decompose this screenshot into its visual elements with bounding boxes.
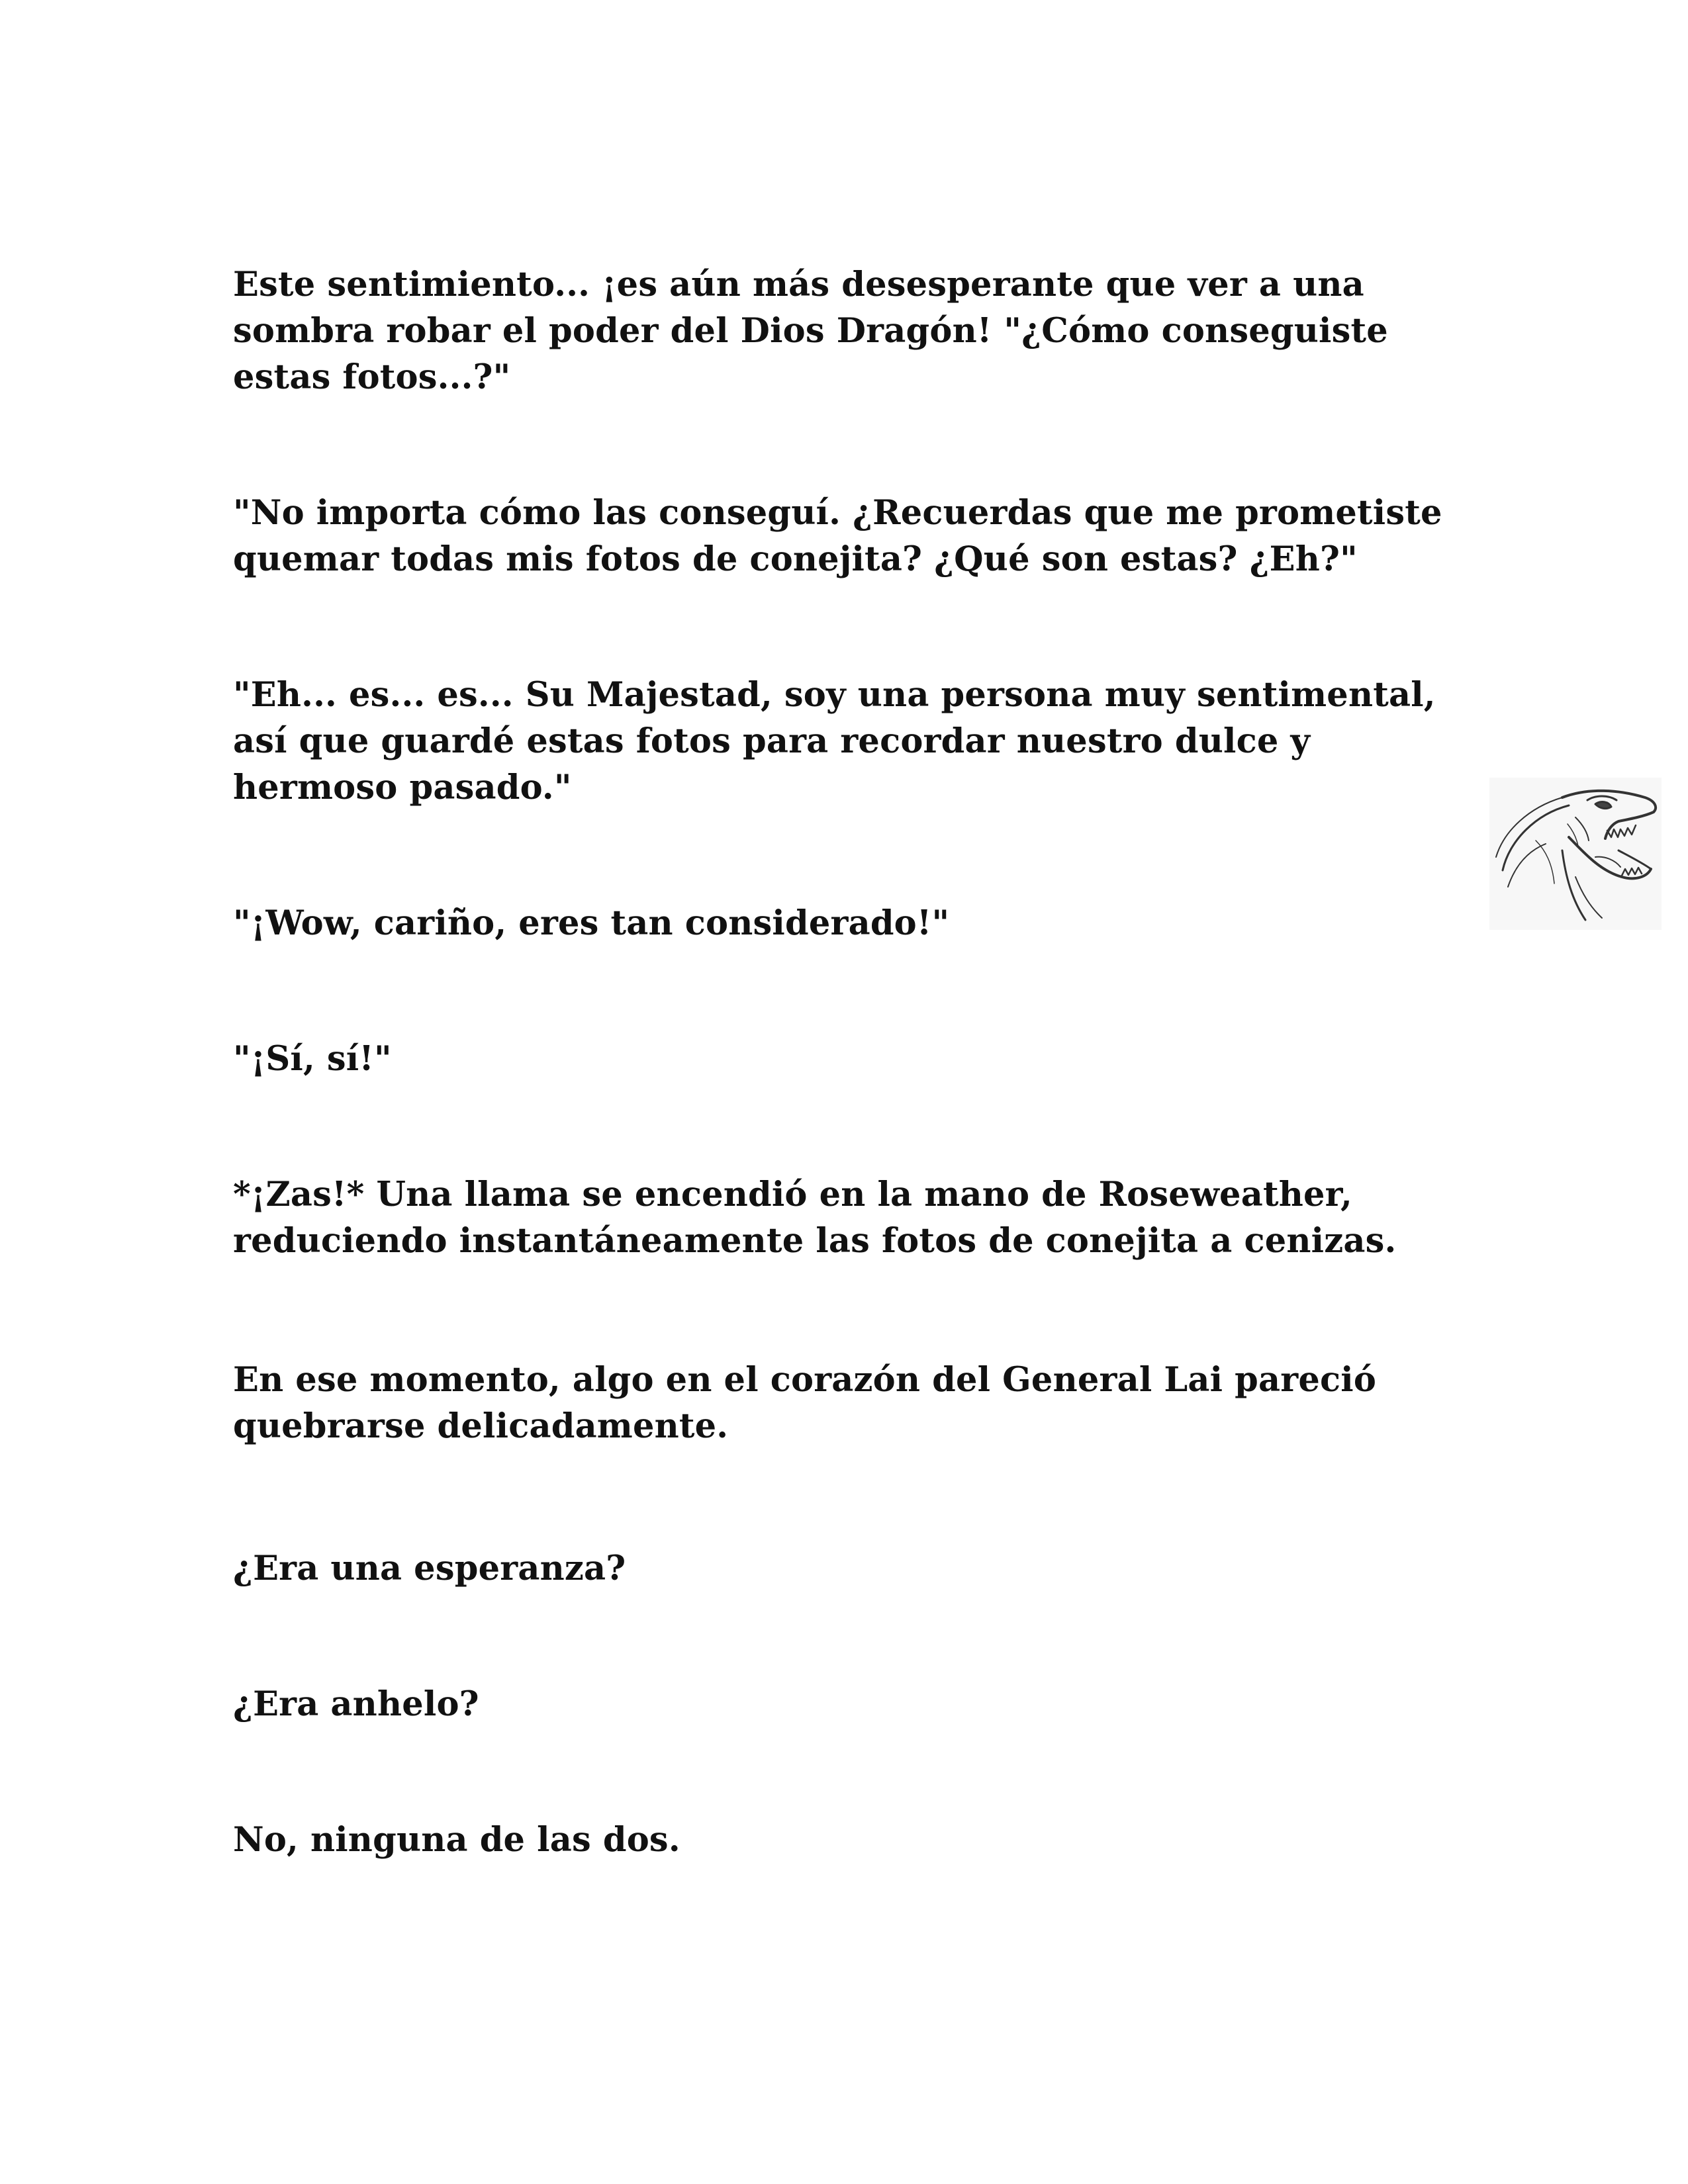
paragraph-6: *¡Zas!* Una llama se encendió en la mano de Roseweather, reduciendo instantáneamente las fotos de conejita a cenizas. [233, 1175, 1397, 1261]
paragraph-8: ¿Era una esperanza? [233, 1549, 626, 1588]
paragraph-10: No, ninguna de las dos. [233, 1820, 680, 1860]
paragraph-5: "¡Sí, sí!" [233, 1039, 392, 1079]
paragraph-4: "¡Wow, cariño, eres tan considerado!" [233, 903, 950, 943]
paragraph-9: ¿Era anhelo? [233, 1684, 479, 1724]
paragraph-2: "No importa cómo las conseguí. ¿Recuerdas que me prometiste quemar todas mis fotos de conejita? ¿Qué son estas? ¿Eh?" [233, 493, 1442, 579]
paragraph-3: "Eh... es... es... Su Majestad, soy una persona muy sentimental, así que guardé estas fotos para recordar nuestro dulce y hermoso pasado." [233, 675, 1436, 807]
paragraph-1: Este sentimiento... ¡es aún más desesperante que ver a una sombra robar el poder del Dios Dragón! "¿Cómo conseguiste estas fotos...?" [233, 265, 1388, 397]
dinosaur-head-sketch-icon [1489, 778, 1662, 930]
paragraph-7: En ese momento, algo en el corazón del General Lai pareció quebrarse delicadamente. [233, 1360, 1377, 1446]
